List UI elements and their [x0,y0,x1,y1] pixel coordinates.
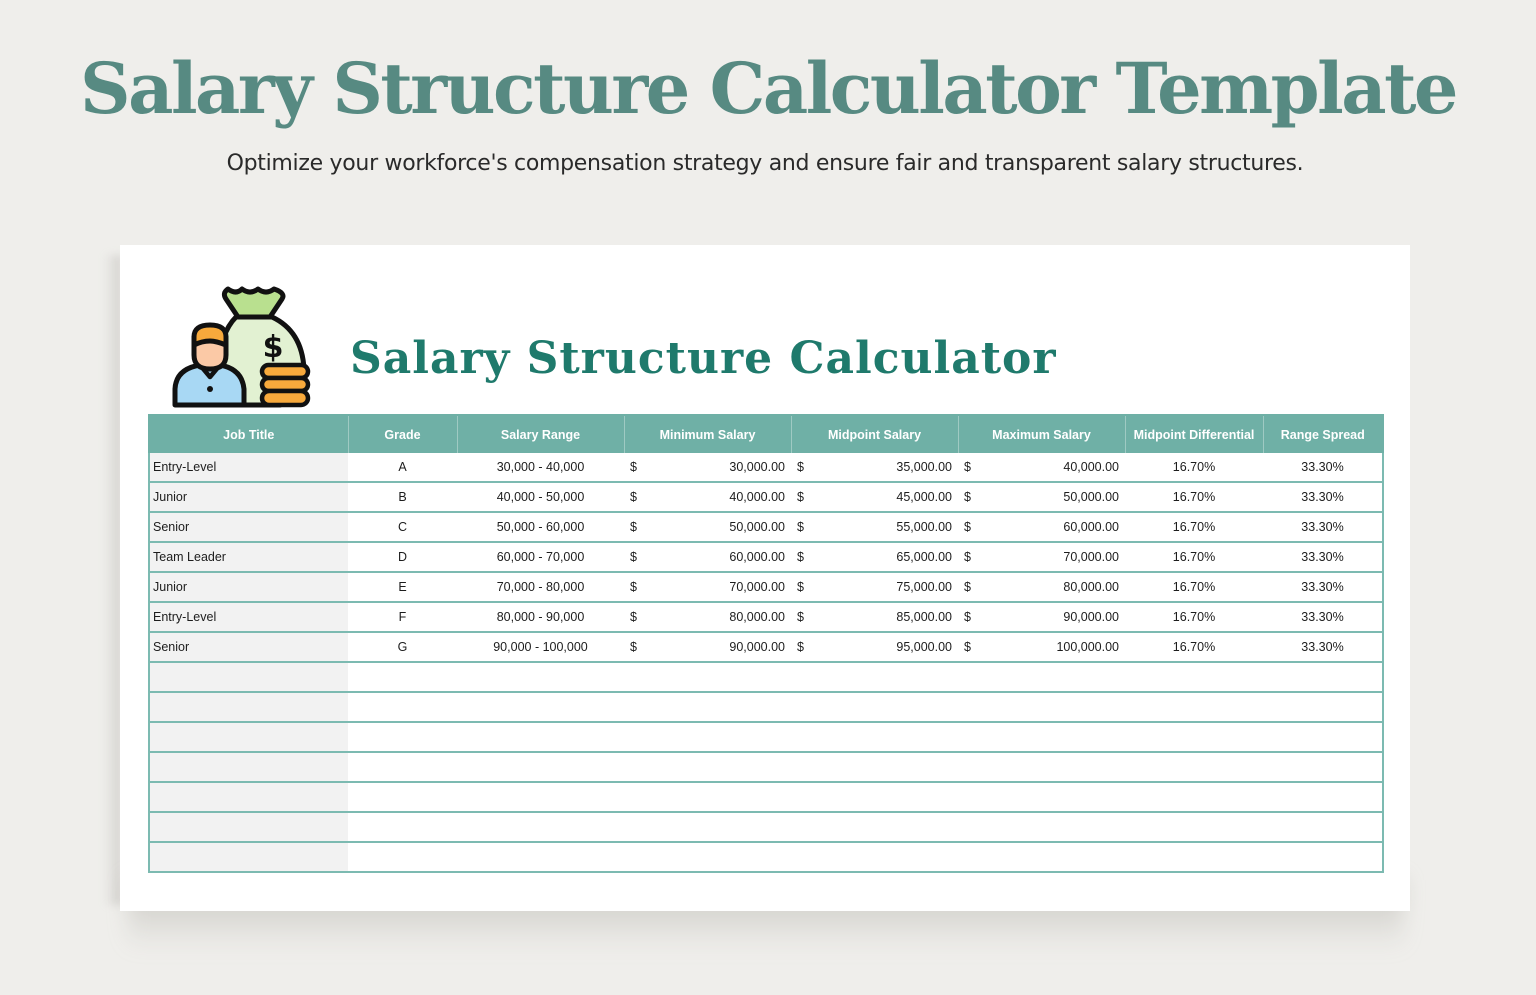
currency-symbol: $ [964,610,971,624]
amount: 60,000.00 [1063,520,1119,534]
currency-symbol: $ [964,490,971,504]
salary-range-cell[interactable]: 80,000 - 90,000 [457,602,624,632]
amount: 35,000.00 [896,460,952,474]
column-header-grade[interactable]: Grade [348,415,457,453]
currency-symbol: $ [964,520,971,534]
svg-text:$: $ [262,330,284,365]
midpoint-salary-cell[interactable] [791,482,958,512]
minimum-salary-cell-value [630,610,785,624]
minimum-salary-cell[interactable] [624,782,791,812]
maximum-salary-cell[interactable] [958,812,1125,842]
midpoint-differential-cell[interactable]: 16.70% [1125,542,1263,572]
minimum-salary-cell[interactable] [624,542,791,572]
empty-table-row [149,692,1383,722]
midpoint-salary-cell-value [797,520,952,534]
job-title-cell[interactable]: Entry-Level [149,602,348,632]
amount: 85,000.00 [896,610,952,624]
maximum-salary-cell[interactable] [958,512,1125,542]
maximum-salary-cell[interactable] [958,782,1125,812]
grade-cell[interactable] [348,692,457,722]
maximum-salary-cell-value [964,610,1119,624]
table-row [149,572,1383,602]
minimum-salary-cell[interactable] [624,692,791,722]
currency-symbol: $ [964,580,971,594]
grade-cell[interactable]: E [348,572,457,602]
minimum-salary-cell-value [630,460,785,474]
maximum-salary-cell-value [964,460,1119,474]
midpoint-salary-cell-value [797,610,952,624]
empty-table-row [149,662,1383,692]
minimum-salary-cell-value [630,520,785,534]
minimum-salary-cell[interactable] [624,602,791,632]
amount: 90,000.00 [1063,610,1119,624]
salary-table-container [148,414,1382,873]
midpoint-differential-cell[interactable] [1125,752,1263,782]
salary-range-cell[interactable]: 30,000 - 40,000 [457,453,624,482]
amount: 65,000.00 [896,550,952,564]
maximum-salary-cell[interactable] [958,632,1125,662]
maximum-salary-cell[interactable] [958,572,1125,602]
midpoint-salary-cell[interactable] [791,632,958,662]
midpoint-differential-cell[interactable] [1125,782,1263,812]
salary-range-cell[interactable]: 70,000 - 80,000 [457,572,624,602]
midpoint-salary-cell-value [797,460,952,474]
page-subtitle: Optimize your workforce's compensation strategy and ensure fair and transparent salary structures. [226,151,1304,176]
maximum-salary-cell[interactable] [958,842,1125,872]
minimum-salary-cell-value [630,490,785,504]
currency-symbol: $ [630,490,637,504]
midpoint-salary-cell[interactable] [791,752,958,782]
currency-symbol: $ [797,460,804,474]
job-title-cell[interactable]: Junior [149,482,348,512]
grade-cell[interactable] [348,842,457,872]
job-title-cell[interactable]: Entry-Level [149,453,348,482]
currency-symbol: $ [797,550,804,564]
amount: 90,000.00 [729,640,785,654]
amount: 80,000.00 [729,610,785,624]
midpoint-salary-cell[interactable] [791,722,958,752]
job-title-cell[interactable] [149,692,348,722]
currency-symbol: $ [797,490,804,504]
minimum-salary-cell[interactable] [624,812,791,842]
column-header-midpoint-salary[interactable]: Midpoint Salary [791,415,958,453]
maximum-salary-cell[interactable] [958,602,1125,632]
amount: 50,000.00 [729,520,785,534]
table-row [149,453,1383,482]
column-header-midpoint-differential[interactable]: Midpoint Differential [1125,415,1263,453]
column-header-range-spread[interactable]: Range Spread [1263,415,1383,453]
amount: 60,000.00 [729,550,785,564]
currency-symbol: $ [964,640,971,654]
grade-cell[interactable] [348,722,457,752]
amount: 100,000.00 [1056,640,1119,654]
midpoint-salary-cell-value [797,550,952,564]
amount: 80,000.00 [1063,580,1119,594]
salary-range-cell[interactable] [457,722,624,752]
job-title-cell[interactable]: Team Leader [149,542,348,572]
page-title: Salary Structure Calculator Template [80,47,1456,130]
minimum-salary-cell[interactable] [624,572,791,602]
empty-table-row [149,752,1383,782]
range-spread-cell[interactable]: 33.30% [1263,632,1383,662]
salary-range-cell[interactable] [457,752,624,782]
currency-symbol: $ [630,610,637,624]
amount: 30,000.00 [729,460,785,474]
midpoint-salary-cell[interactable] [791,453,958,482]
amount: 95,000.00 [896,640,952,654]
grade-cell[interactable] [348,812,457,842]
job-title-cell[interactable] [149,782,348,812]
job-title-cell[interactable]: Senior [149,632,348,662]
minimum-salary-cell[interactable] [624,482,791,512]
table-body [149,453,1383,872]
salary-range-cell[interactable]: 90,000 - 100,000 [457,632,624,662]
job-title-cell[interactable] [149,842,348,872]
money-bag-person-coins-icon [170,285,312,410]
currency-symbol: $ [797,640,804,654]
column-header-job-title[interactable]: Job Title [149,415,348,453]
table-row [149,632,1383,662]
midpoint-salary-cell[interactable] [791,782,958,812]
range-spread-cell[interactable] [1263,722,1383,752]
currency-symbol: $ [630,580,637,594]
job-title-cell[interactable] [149,812,348,842]
empty-table-row [149,722,1383,752]
table-row [149,512,1383,542]
midpoint-differential-cell[interactable] [1125,812,1263,842]
table-header-row [149,415,1383,453]
range-spread-cell[interactable] [1263,842,1383,872]
column-header-maximum-salary[interactable]: Maximum Salary [958,415,1125,453]
maximum-salary-cell-value [964,640,1119,654]
midpoint-salary-cell[interactable] [791,662,958,692]
table-row [149,602,1383,632]
job-title-cell[interactable] [149,662,348,692]
midpoint-salary-cell[interactable] [791,842,958,872]
job-title-cell[interactable] [149,752,348,782]
midpoint-differential-cell[interactable] [1125,842,1263,872]
maximum-salary-cell[interactable] [958,542,1125,572]
currency-symbol: $ [964,460,971,474]
range-spread-cell[interactable] [1263,692,1383,722]
maximum-salary-cell[interactable] [958,453,1125,482]
midpoint-salary-cell-value [797,490,952,504]
amount: 45,000.00 [896,490,952,504]
midpoint-salary-cell[interactable] [791,602,958,632]
maximum-salary-cell-value [964,580,1119,594]
minimum-salary-cell[interactable] [624,662,791,692]
amount: 50,000.00 [1063,490,1119,504]
grade-cell[interactable]: G [348,632,457,662]
range-spread-cell[interactable]: 33.30% [1263,602,1383,632]
salary-range-cell[interactable] [457,812,624,842]
job-title-cell[interactable] [149,722,348,752]
midpoint-salary-cell[interactable] [791,692,958,722]
midpoint-salary-cell[interactable] [791,572,958,602]
range-spread-cell[interactable]: 33.30% [1263,482,1383,512]
midpoint-salary-cell[interactable] [791,512,958,542]
midpoint-differential-cell[interactable]: 16.70% [1125,482,1263,512]
grade-cell[interactable] [348,662,457,692]
grade-cell[interactable] [348,752,457,782]
maximum-salary-cell[interactable] [958,722,1125,752]
grade-cell[interactable]: D [348,542,457,572]
salary-range-cell[interactable] [457,842,624,872]
salary-structure-table [148,414,1384,873]
minimum-salary-cell-value [630,550,785,564]
grade-cell[interactable]: C [348,512,457,542]
table-row [149,542,1383,572]
grade-cell[interactable]: A [348,453,457,482]
currency-symbol: $ [797,610,804,624]
midpoint-differential-cell[interactable]: 16.70% [1125,572,1263,602]
grade-cell[interactable]: F [348,602,457,632]
job-title-cell[interactable]: Junior [149,572,348,602]
amount: 75,000.00 [896,580,952,594]
maximum-salary-cell-value [964,550,1119,564]
salary-range-cell[interactable] [457,692,624,722]
maximum-salary-cell-value [964,490,1119,504]
maximum-salary-cell-value [964,520,1119,534]
column-header-minimum-salary[interactable]: Minimum Salary [624,415,791,453]
range-spread-cell[interactable] [1263,812,1383,842]
range-spread-cell[interactable]: 33.30% [1263,512,1383,542]
minimum-salary-cell[interactable] [624,722,791,752]
grade-cell[interactable]: B [348,482,457,512]
salary-range-cell[interactable]: 50,000 - 60,000 [457,512,624,542]
maximum-salary-cell[interactable] [958,662,1125,692]
midpoint-differential-cell[interactable] [1125,662,1263,692]
currency-symbol: $ [797,580,804,594]
range-spread-cell[interactable]: 33.30% [1263,572,1383,602]
maximum-salary-cell[interactable] [958,752,1125,782]
grade-cell[interactable] [348,782,457,812]
maximum-salary-cell[interactable] [958,692,1125,722]
minimum-salary-cell[interactable] [624,632,791,662]
range-spread-cell[interactable]: 33.30% [1263,453,1383,482]
midpoint-salary-cell[interactable] [791,542,958,572]
range-spread-cell[interactable]: 33.30% [1263,542,1383,572]
currency-symbol: $ [630,520,637,534]
amount: 40,000.00 [729,490,785,504]
minimum-salary-cell[interactable] [624,453,791,482]
empty-table-row [149,842,1383,872]
midpoint-differential-cell[interactable]: 16.70% [1125,632,1263,662]
midpoint-differential-cell[interactable]: 16.70% [1125,512,1263,542]
minimum-salary-cell-value [630,580,785,594]
midpoint-differential-cell[interactable]: 16.70% [1125,602,1263,632]
minimum-salary-cell-value [630,640,785,654]
range-spread-cell[interactable] [1263,752,1383,782]
empty-table-row [149,812,1383,842]
salary-range-cell[interactable]: 60,000 - 70,000 [457,542,624,572]
midpoint-differential-cell[interactable] [1125,722,1263,752]
minimum-salary-cell[interactable] [624,842,791,872]
empty-table-row [149,782,1383,812]
currency-symbol: $ [630,550,637,564]
currency-symbol: $ [630,640,637,654]
salary-range-cell[interactable] [457,782,624,812]
table-row [149,482,1383,512]
salary-range-cell[interactable]: 40,000 - 50,000 [457,482,624,512]
currency-symbol: $ [797,520,804,534]
job-title-cell[interactable]: Senior [149,512,348,542]
minimum-salary-cell[interactable] [624,752,791,782]
range-spread-cell[interactable] [1263,662,1383,692]
column-header-salary-range[interactable]: Salary Range [457,415,624,453]
midpoint-differential-cell[interactable] [1125,692,1263,722]
midpoint-salary-cell[interactable] [791,812,958,842]
currency-symbol: $ [964,550,971,564]
amount: 70,000.00 [729,580,785,594]
midpoint-salary-cell-value [797,640,952,654]
midpoint-differential-cell[interactable]: 16.70% [1125,453,1263,482]
maximum-salary-cell[interactable] [958,482,1125,512]
amount: 55,000.00 [896,520,952,534]
sheet-title: Salary Structure Calculator [350,333,1057,384]
minimum-salary-cell[interactable] [624,512,791,542]
midpoint-salary-cell-value [797,580,952,594]
range-spread-cell[interactable] [1263,782,1383,812]
amount: 40,000.00 [1063,460,1119,474]
amount: 70,000.00 [1063,550,1119,564]
salary-range-cell[interactable] [457,662,624,692]
currency-symbol: $ [630,460,637,474]
